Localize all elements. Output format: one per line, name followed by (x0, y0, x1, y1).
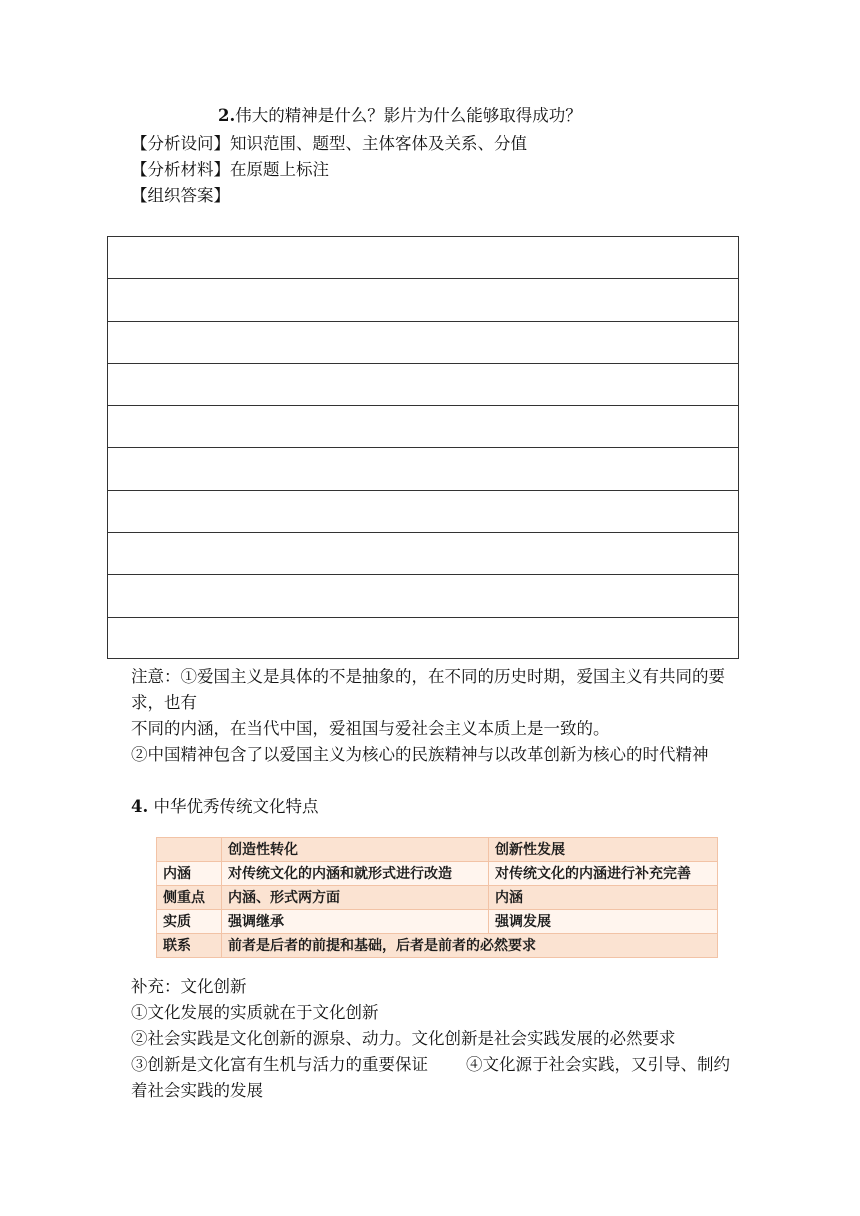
answer-line[interactable] (108, 322, 738, 364)
supplement-item: ④文化源于社会实践，又引导、制约着社会实践的发展 (131, 1055, 730, 1100)
table-cell: 内涵 (489, 886, 718, 910)
table-cell: 对传统文化的内涵和就形式进行改造 (222, 862, 489, 886)
answer-line[interactable] (108, 406, 738, 448)
table-header-cell: 创新性发展 (489, 838, 718, 862)
section-4-number: 4. (131, 797, 149, 816)
answer-line[interactable] (108, 364, 738, 406)
table-row (157, 934, 718, 958)
step-organize-answer: 【组织答案】 (131, 186, 230, 205)
note-2: 不同的内涵，在当代中国，爱祖国与爱社会主义本质上是一致的。 (131, 719, 610, 738)
answer-lines-box[interactable] (107, 236, 739, 659)
table-row (157, 862, 718, 886)
answer-line[interactable] (108, 491, 738, 533)
answer-line[interactable] (108, 279, 738, 321)
answer-line[interactable] (108, 575, 738, 617)
table-header-cell: 创造性转化 (222, 838, 489, 862)
table-row-label: 联系 (157, 934, 222, 958)
table-cell (157, 838, 222, 862)
note-1: 注意：①爱国主义是具体的不是抽象的，在不同的历史时期，爱国主义有共同的要求，也有 (131, 667, 725, 712)
step-analyze-material: 【分析材料】在原题上标注 (131, 160, 329, 179)
table-row-label: 实质 (157, 910, 222, 934)
answer-line[interactable] (108, 618, 738, 660)
table-cell: 内涵、形式两方面 (222, 886, 489, 910)
supplement-item: ②社会实践是文化创新的源泉、动力。文化创新是社会实践发展的必然要求 (131, 1029, 676, 1048)
table-header-row (157, 838, 718, 862)
table-cell: 前者是后者的前提和基础，后者是前者的必然要求 (222, 934, 718, 958)
question-title (218, 105, 582, 127)
supplement-item: ①文化发展的实质就在于文化创新 (131, 1003, 379, 1022)
table-cell: 强调继承 (222, 910, 489, 934)
note-3: ②中国精神包含了以爱国主义为核心的民族精神与以改革创新为核心的时代精神 (131, 745, 709, 764)
table-cell: 强调发展 (489, 910, 718, 934)
table-row (157, 910, 718, 934)
answer-line[interactable] (108, 237, 738, 279)
supplement-title: 补充：文化创新 (131, 977, 247, 996)
supplement-item: ③创新是文化富有生机与活力的重要保证 (131, 1055, 428, 1074)
table-row (157, 886, 718, 910)
table-cell: 对传统文化的内涵进行补充完善 (489, 862, 718, 886)
table-row-label: 侧重点 (157, 886, 222, 910)
section-4-heading (131, 794, 741, 820)
answer-line[interactable] (108, 448, 738, 490)
question-number: 2. (218, 106, 236, 125)
culture-characteristics-table (156, 837, 718, 958)
question-text: 伟大的精神是什么？影片为什么能够取得成功？ (235, 106, 582, 125)
table-row-label: 内涵 (157, 862, 222, 886)
step-analyze-question: 【分析设问】知识范围、题型、主体客体及关系、分值 (131, 134, 527, 153)
answer-line[interactable] (108, 533, 738, 575)
supplement-items-3-4 (131, 1052, 741, 1104)
section-4-title: 中华优秀传统文化特点 (148, 797, 319, 816)
